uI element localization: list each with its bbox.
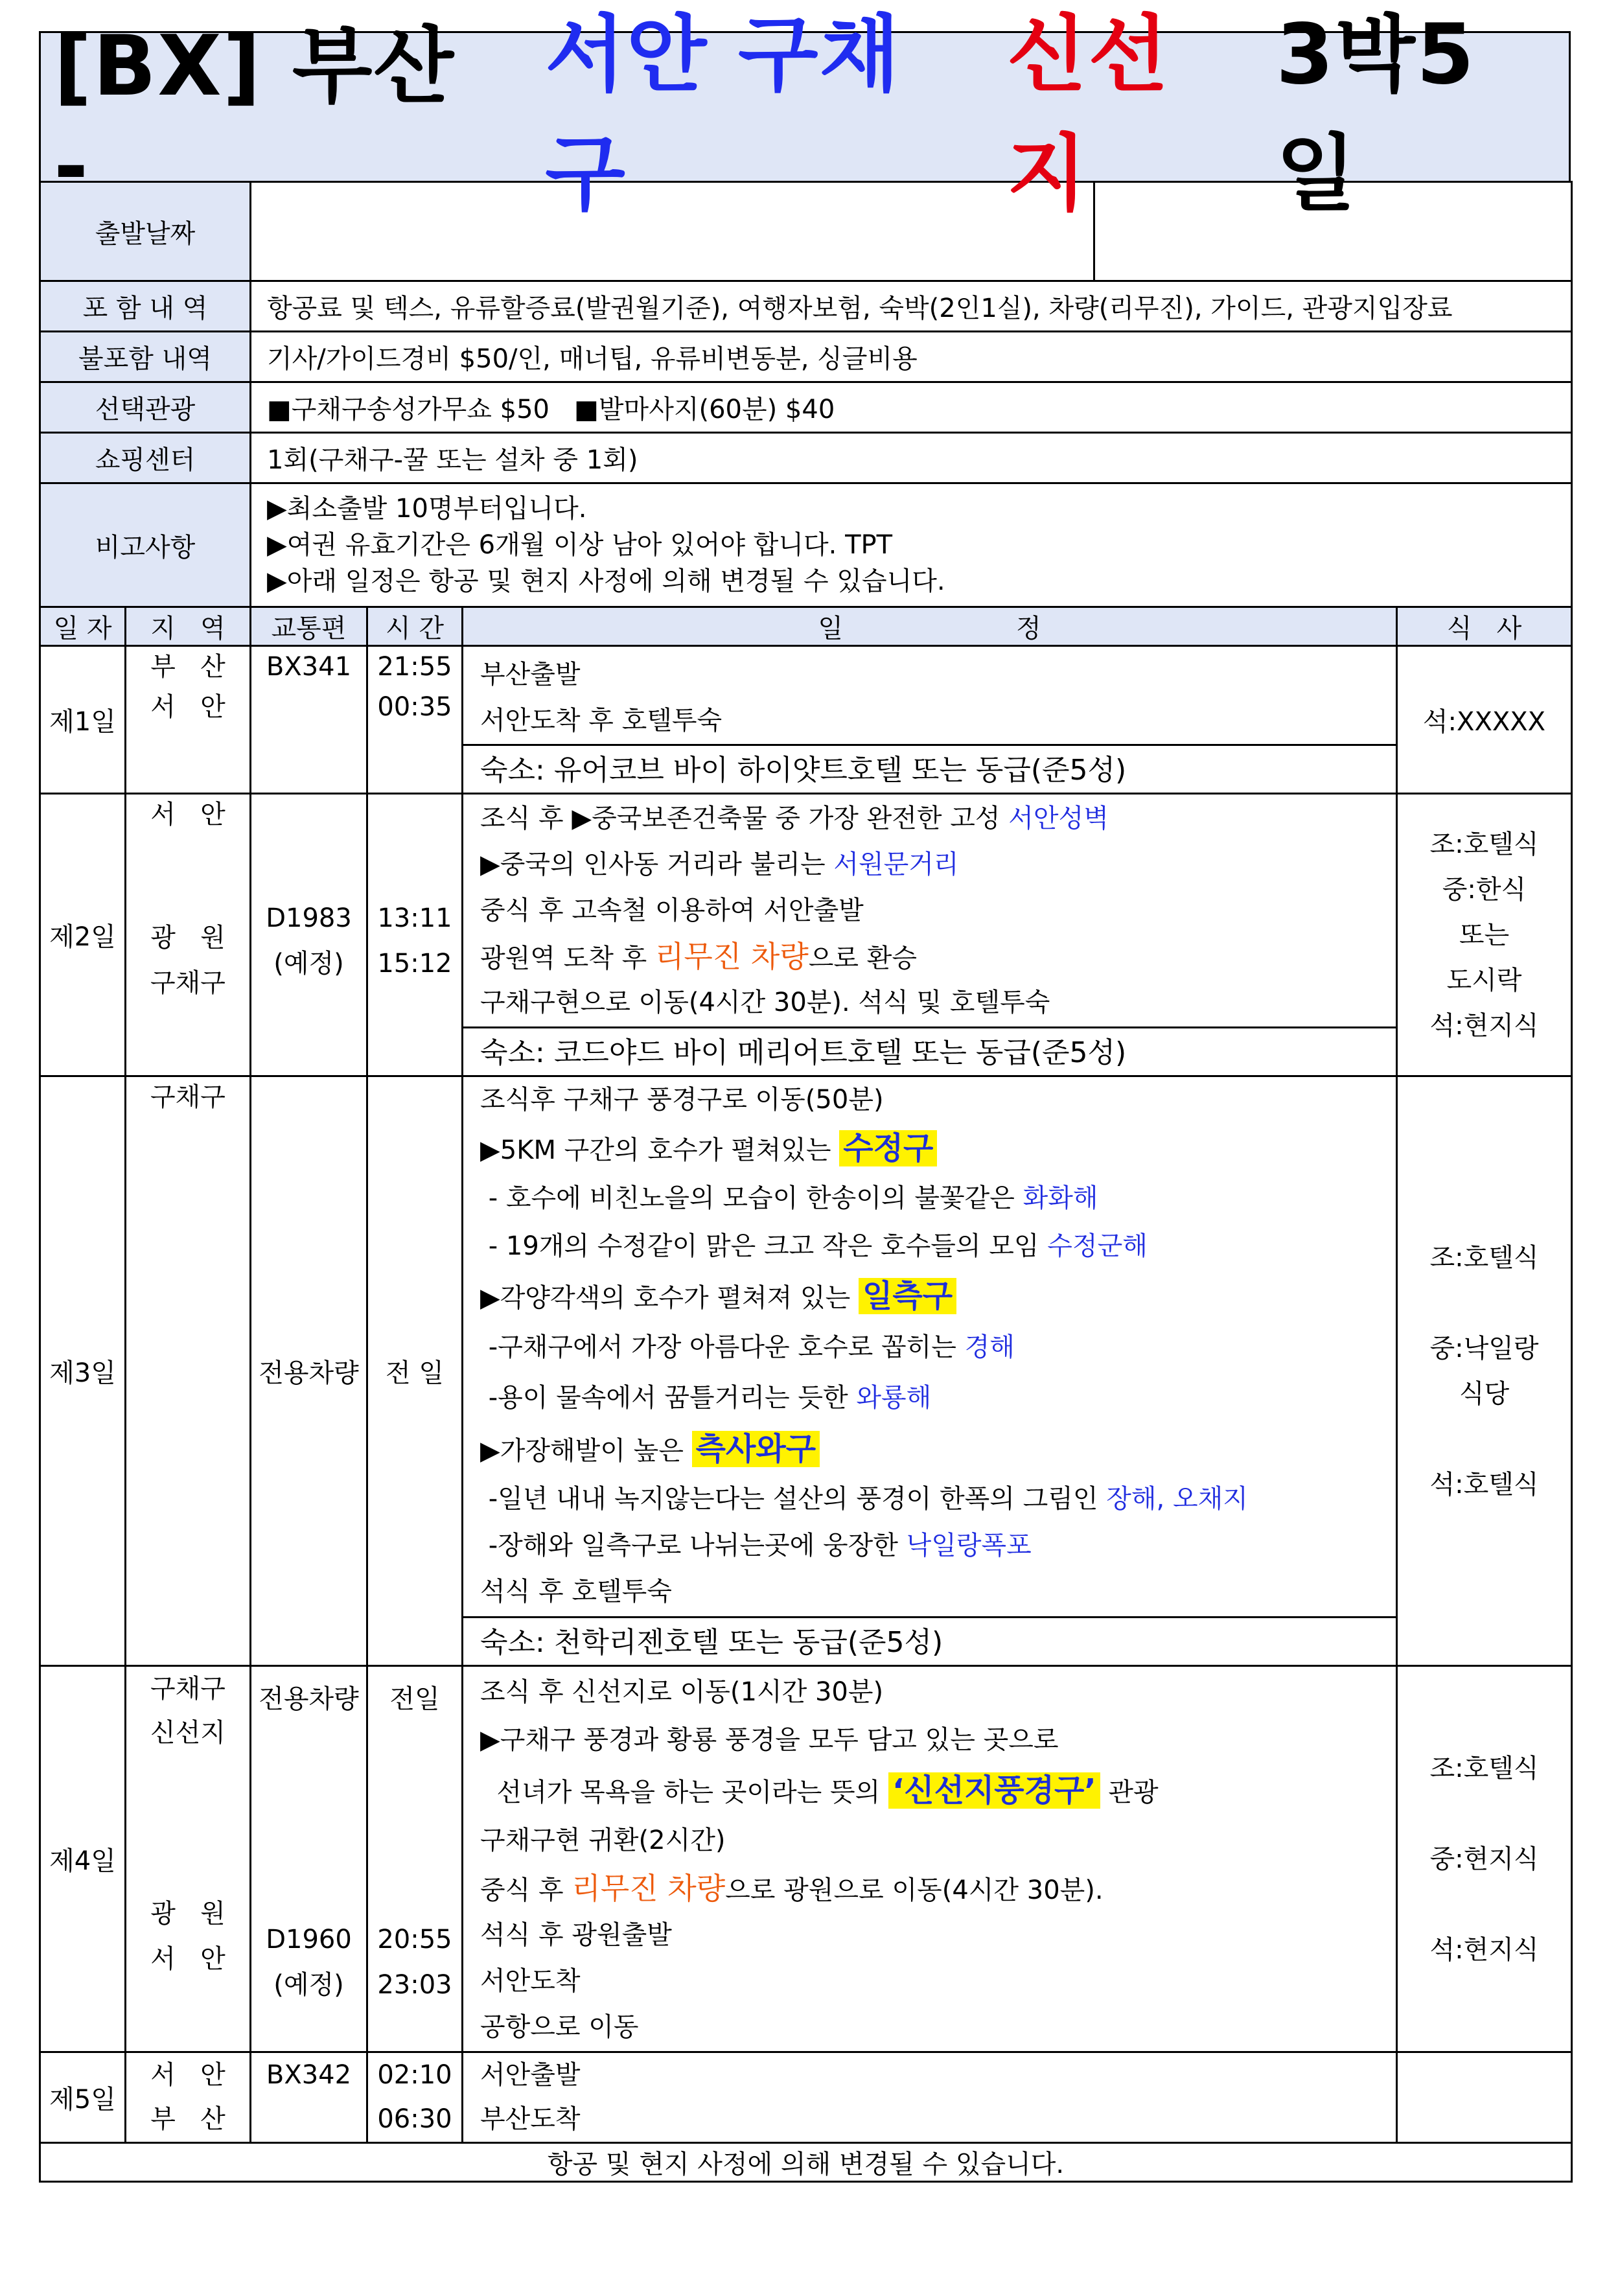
- meal: 도시락: [1446, 965, 1522, 995]
- time-cell: 전 일: [367, 1076, 463, 1666]
- day-row: [40, 646, 1572, 794]
- shopping-label: 쇼핑센터: [40, 433, 251, 483]
- itinerary-page: [39, 6, 1571, 2183]
- remark-item: ▶아래 일정은 항공 및 현지 사정에 의해 변경될 수 있습니다.: [267, 566, 945, 596]
- plan-line: 서안도착: [480, 1966, 581, 1996]
- meal-cell: [1397, 1076, 1572, 1666]
- day-label: 제2일: [40, 794, 126, 1076]
- region: 광 원: [150, 923, 225, 953]
- plan-cell: [463, 794, 1397, 1076]
- time: 02:10: [377, 2060, 452, 2090]
- plan-line: ▶5KM 구간의 호수가 펼쳐있는 수정구: [463, 1122, 1396, 1174]
- plan-line: - 호수에 비친노을의 모습이 한송이의 불꽃같은 화화해: [480, 1183, 1098, 1213]
- transport: 전용차량: [259, 1684, 359, 1714]
- region: 신선지: [150, 1718, 225, 1748]
- time: 13:11: [377, 903, 452, 933]
- transport-cell: [251, 794, 367, 1076]
- meal-cell: [1397, 1666, 1572, 2052]
- plan-line: ▶가장해발이 높은 측사와구: [463, 1423, 1396, 1475]
- header-time: 시 간: [367, 607, 463, 646]
- hotel-info: 숙소: 천학리젠호텔 또는 동급(준5성): [463, 1616, 1396, 1665]
- plan-line: ▶구채구 풍경과 황룡 풍경을 모두 담고 있는 곳으로: [480, 1725, 1059, 1755]
- plan-line: 서안출발: [480, 2060, 581, 2090]
- optional-tour-label: 선택관광: [40, 382, 251, 433]
- title-part-4: 3박5일: [1276, 6, 1475, 222]
- plan-cell: [463, 1076, 1397, 1666]
- plan-line: -용이 물속에서 꿈틀거리는 듯한 와룡해: [480, 1383, 932, 1413]
- time: 전일: [389, 1684, 440, 1714]
- time-cell: [367, 794, 463, 1076]
- title-part-3: 신선지: [1006, 6, 1170, 222]
- day-row: [40, 794, 1572, 1076]
- footer-note: 항공 및 현지 사정에 의해 변경될 수 있습니다.: [40, 2143, 1572, 2182]
- transport-note: (예정): [273, 949, 344, 979]
- plan-line: 석식 후 호텔투숙: [480, 1577, 672, 1606]
- time: 15:12: [377, 949, 452, 979]
- excluded-value: 기사/가이드경비 $50/인, 매너팁, 유류비변동분, 싱글비용: [251, 332, 1572, 382]
- time: 06:30: [377, 2104, 452, 2134]
- time-cell: [367, 1666, 463, 2052]
- plan-line: 부산도착: [480, 2104, 581, 2134]
- region: 서 안: [150, 800, 225, 829]
- day-label: 제1일: [40, 646, 126, 794]
- plan-line: -장해와 일측구로 나뉘는곳에 웅장한 낙일랑폭포: [480, 1531, 1032, 1560]
- transport-cell: [251, 646, 367, 794]
- meal-cell: 석:XXXXX: [1397, 646, 1572, 794]
- region: 서 안: [150, 692, 225, 722]
- hotel-info: 숙소: 유어코브 바이 하이얏트호텔 또는 동급(준5성): [463, 744, 1396, 793]
- meal: 중:한식: [1442, 874, 1527, 905]
- plan-line: -일년 내내 녹지않는다는 설산의 풍경이 한폭의 그림인 장해, 오채지: [480, 1484, 1248, 1514]
- region: 서 안: [150, 2060, 225, 2090]
- transport-cell: [251, 1666, 367, 2052]
- sight-name: 서안성벽: [1008, 804, 1109, 833]
- plan-line: 광원역 도착 후 리무진 차량으로 환승: [480, 939, 918, 974]
- area-highlight: ‘신선지풍경구’: [888, 1772, 1100, 1809]
- plan-line: 서안도착 후 호텔투숙: [480, 706, 723, 736]
- header-plan: 일 정: [463, 607, 1397, 646]
- transport-cell: [251, 2052, 367, 2143]
- schedule-table: [39, 606, 1573, 2183]
- meal: 중:현지식: [1429, 1844, 1539, 1874]
- day-row: [40, 1076, 1572, 1666]
- area-highlight: 측사와구: [692, 1431, 820, 1467]
- meal: 또는: [1459, 920, 1510, 950]
- sight-name: 서원문거리: [833, 850, 959, 879]
- day-row: [40, 2052, 1572, 2143]
- sight-name: 경해: [964, 1332, 1015, 1362]
- transport-cell: 전용차량: [251, 1076, 367, 1666]
- transport: D1960: [266, 1925, 352, 1954]
- header-day: 일 자: [40, 607, 126, 646]
- info-table: [39, 181, 1573, 608]
- excluded-label: 불포함 내역: [40, 332, 251, 382]
- region: 서 안: [150, 1944, 225, 1974]
- departure-label: 출발날짜: [40, 182, 251, 281]
- hotel-info: 숙소: 코드야드 바이 메리어트호텔 또는 동급(준5성): [463, 1026, 1396, 1075]
- sight-name: 수정군해: [1047, 1231, 1148, 1261]
- time-cell: [367, 2052, 463, 2143]
- meal: 석:현지식: [1429, 1010, 1539, 1041]
- transport: BX341: [266, 652, 352, 682]
- meal: 조:호텔식: [1429, 1242, 1539, 1273]
- region-cell: [126, 794, 251, 1076]
- transport: BX342: [266, 2060, 352, 2090]
- meal: 조:호텔식: [1429, 1753, 1539, 1783]
- plan-cell: [463, 2052, 1397, 2143]
- day-label: 제5일: [40, 2052, 126, 2143]
- day-row: [40, 1666, 1572, 2052]
- included-value: 항공료 및 텍스, 유류할증료(발권월기준), 여행자보험, 숙박(2인1실), 차량(리무진), 가이드, 관광지입장료: [251, 281, 1572, 332]
- day-label: 제3일: [40, 1076, 126, 1666]
- plan-line: 석식 후 광원출발: [480, 1920, 672, 1950]
- time: 23:03: [377, 1970, 452, 2000]
- area-highlight: 일측구: [859, 1278, 956, 1314]
- plan-line: 부산출발: [480, 660, 581, 690]
- plan-cell: [463, 1666, 1397, 2052]
- transport-note: (예정): [273, 1970, 344, 2000]
- plan-line: 구채구현으로 이동(4시간 30분). 석식 및 호텔투숙: [480, 988, 1050, 1017]
- region: 부 산: [150, 652, 225, 682]
- plan-line: 공항으로 이동: [480, 2012, 639, 2042]
- page-title: [39, 6, 1571, 222]
- vehicle-highlight: 리무진 차량: [572, 1871, 726, 1906]
- region: 구채구: [150, 968, 225, 998]
- region: 광 원: [150, 1899, 225, 1929]
- remark-item: ▶최소출발 10명부터입니다.: [267, 494, 587, 524]
- transport: D1983: [266, 903, 352, 933]
- plan-line: ▶각양각색의 호수가 펼쳐져 있는 일측구: [463, 1270, 1396, 1322]
- region: 구채구: [150, 1082, 225, 1112]
- plan-line: 중식 후 리무진 차량으로 광원으로 이동(4시간 30분).: [480, 1871, 1104, 1906]
- region-cell: [126, 1076, 251, 1666]
- remark-item: ▶여권 유효기간은 6개월 이상 남아 있어야 합니다. TPT: [267, 530, 893, 560]
- header-meal: 식 사: [1397, 607, 1572, 646]
- time: 00:35: [377, 692, 452, 722]
- region-cell: [126, 1666, 251, 2052]
- plan-line: - 19개의 수정같이 맑은 크고 작은 호수들의 모임 수정군해: [480, 1231, 1148, 1261]
- remarks-list: [251, 483, 1572, 607]
- region-cell: [126, 646, 251, 794]
- plan-line: 조식후 구채구 풍경구로 이동(50분): [480, 1085, 884, 1115]
- region: 구채구: [150, 1674, 225, 1704]
- meal-cell: [1397, 2052, 1572, 2143]
- header-transport: 교통편: [251, 607, 367, 646]
- plan-line: 중식 후 고속철 이용하여 서안출발: [480, 896, 864, 925]
- sight-name: 와룡해: [856, 1383, 932, 1413]
- plan-line: 조식 후 신선지로 이동(1시간 30분): [480, 1677, 884, 1707]
- time-cell: [367, 646, 463, 794]
- meal: 중:낙일랑: [1429, 1333, 1539, 1363]
- vehicle-highlight: 리무진 차량: [654, 939, 809, 974]
- region: 부 산: [150, 2104, 225, 2134]
- remarks-label: 비고사항: [40, 483, 251, 607]
- plan-line: 선녀가 목욕을 하는 곳이라는 뜻의 ‘신선지풍경구’ 관광: [480, 1772, 1159, 1809]
- sight-name: 화화해: [1023, 1183, 1098, 1213]
- sight-name: 낙일랑폭포: [906, 1531, 1032, 1560]
- meal-cell: [1397, 794, 1572, 1076]
- time: 20:55: [377, 1925, 452, 1954]
- meal: 석:현지식: [1429, 1934, 1539, 1965]
- plan-line: ▶중국의 인사동 거리라 불리는 서원문거리: [480, 850, 959, 879]
- time: 21:55: [377, 652, 452, 682]
- plan-line: -구채구에서 가장 아름다운 호수로 꼽히는 경해: [480, 1332, 1015, 1362]
- included-label: 포 함 내 역: [40, 281, 251, 332]
- title-part-2: 서안 구채구: [545, 6, 901, 222]
- plan-line: 구채구현 귀환(2시간): [480, 1826, 726, 1855]
- header-region: 지 역: [126, 607, 251, 646]
- day-label: 제4일: [40, 1666, 126, 2052]
- title-part-1: [BX] 부산 -: [54, 17, 456, 215]
- sight-name: 장해, 오채지: [1106, 1484, 1248, 1514]
- meal: 식당: [1459, 1378, 1510, 1409]
- optional-tour-value: ■구채구송성가무쇼 $50 ■발마사지(60분) $40: [251, 382, 1572, 433]
- plan-line: 조식 후 ▶중국보존건축물 중 가장 완전한 고성 서안성벽: [480, 804, 1109, 833]
- plan-cell: [463, 646, 1397, 794]
- shopping-value: 1회(구채구-꿀 또는 설차 중 1회): [251, 433, 1572, 483]
- region-cell: [126, 2052, 251, 2143]
- meal: 석:호텔식: [1429, 1469, 1539, 1500]
- area-highlight: 수정구: [839, 1130, 937, 1166]
- meal: 조:호텔식: [1429, 829, 1539, 859]
